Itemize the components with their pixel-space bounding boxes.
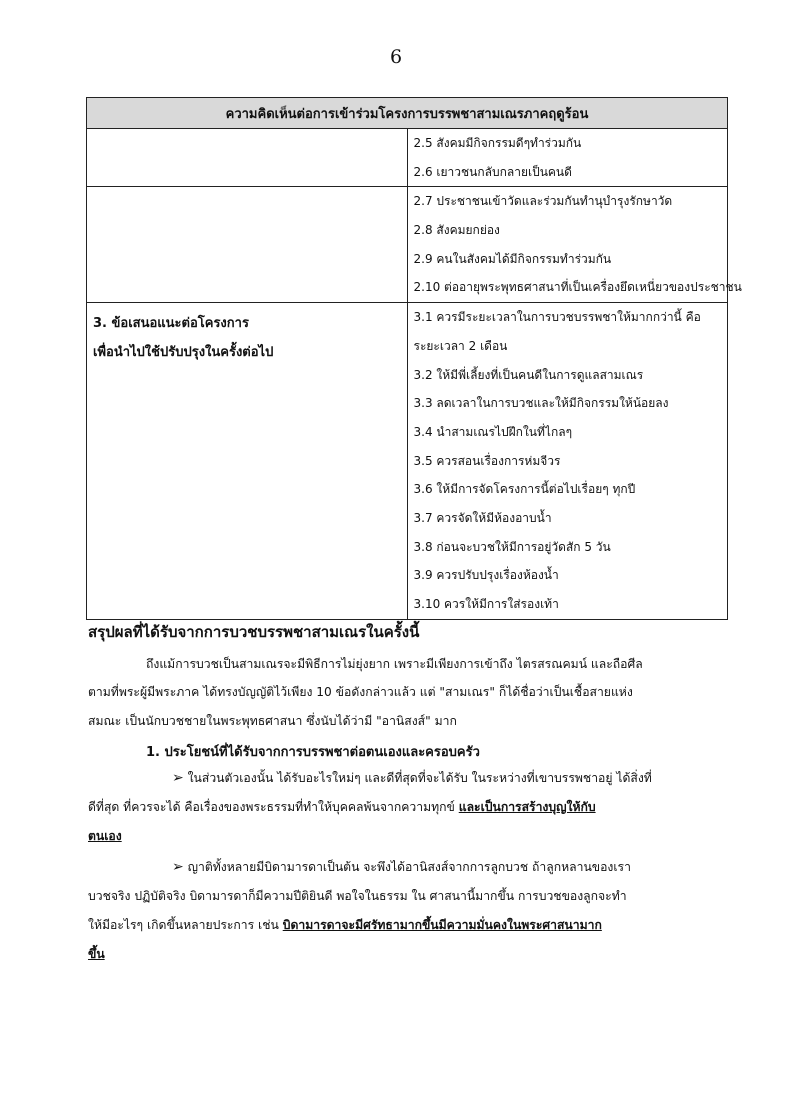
table-row [87,303,728,620]
table-header: ความคิดเห็นต่อการเข้าร่วมโครงการบรรพชาสามเณรภาคฤดูร้อน [87,98,728,129]
topic-line: 3. ข้อเสนอแนะต่อโครงการ [93,316,249,332]
intro-line: ถึงแม้การบวชเป็นสามเณรจะมีพิธีการไม่ยุ่งยาก เพราะมีเพียงการเข้าถึง ไตรสรณคมน์ และถือศีล [146,657,643,671]
intro-line: สมณะ เป็นนักบวชชายในพระพุทธศาสนา ซึ่งนับได้ว่ามี "อานิสงส์" มาก [88,714,457,728]
text-span: ให้มีอะไรๆ เกิดขึ้นหลายประการ เช่น [88,918,283,932]
list-item: 2.6 เยาวชนกลับกลายเป็นคนดี [413,164,572,179]
benefit-paragraph-1-line [88,798,596,817]
benefit-paragraph-2-line: บวชจริง ปฏิบัติจริง บิดามารดาก็มีความปีติยินดี พอใจในธรรม ใน ศาสนานี้มากขึ้น การบวชของลูกจะทำ [88,889,627,903]
arrow-bullet-icon: ➢ [172,859,184,875]
benefit-paragraph-2 [172,858,631,877]
table-cell-empty [87,129,408,187]
intro-line: ตามที่พระผู้มีพระภาค ได้ทรงบัญญัติไว้เพียง 10 ข้อดังกล่าวแล้ว แต่ "สามเณร" ก็ได้ชื่อว่าเป็นเชื้อสายแห่ง [88,685,633,699]
underlined-text: ขึ้น [88,947,105,961]
table-cell-topic [87,303,408,620]
text-span: ดีที่สุด ที่ควรจะได้ คือเรื่องของพระธรรมที่ทำให้บุคคลพ้นจากความทุกข์ [88,800,459,814]
benefit-paragraph-2-line [88,916,602,935]
list-item: ระยะเวลา 2 เดือน [413,338,508,353]
underlined-text: ตนเอง [88,829,122,843]
list-item: 2.9 คนในสังคมได้มีกิจกรรมทำร่วมกัน [413,251,612,266]
table-row [87,129,728,187]
underlined-text: และเป็นการสร้างบุญให้กับ [458,800,596,814]
benefit-paragraph-1-line [88,827,122,846]
list-item: 3.3 ลดเวลาในการบวชและให้มีกิจกรรมให้น้อยลง [413,396,669,411]
topic-line: เพื่อนำไปใช้ปรับปรุงในครั้งต่อไป [93,345,274,361]
benefit-heading: 1. ประโยชน์ที่ได้รับจากการบรรพชาต่อตนเองและครอบครัว [146,745,480,760]
page-number: 6 [389,46,403,68]
table-cell-items [407,303,728,620]
list-item: 3.8 ก่อนจะบวชให้มีการอยู่วัดสัก 5 วัน [413,539,611,554]
list-item: 2.8 สังคมยกย่อง [413,223,500,238]
list-item: 3.5 ควรสอนเรื่องการห่มจีวร [413,453,561,468]
table-cell-empty [87,187,408,303]
table-row [87,187,728,303]
list-item: 3.4 นำสามเณรไปฝึกในที่ไกลๆ [413,424,573,439]
list-item: 3.6 ให้มีการจัดโครงการนี้ต่อไปเรื่อยๆ ทุกปี [413,482,636,497]
summary-heading: สรุปผลที่ได้รับจากการบวชบรรพชาสามเณรในครั้งนี้ [88,623,420,641]
table-header-row [87,98,728,129]
benefit-paragraph-1 [172,769,652,788]
underlined-text: บิดามารดาจะมีศรัทธามากขึ้นมีความมั่นคงในพระศาสนามาก [282,918,602,932]
opinion-table [86,97,742,620]
table-cell-items [407,187,742,303]
table-cell-items [407,129,728,187]
text-span: ในส่วนตัวเองนั้น ได้รับอะไรใหม่ๆ และดีที่สุดที่จะได้รับ ในระหว่างที่เขาบรรพชาอยู่ ได้สิ่งที่ [187,771,652,785]
list-item: 2.10 ต่ออายุพระพุทธศาสนาที่เป็นเครื่องยึดเหนี่ยวของประชาชน [413,280,742,295]
arrow-bullet-icon: ➢ [172,770,184,786]
list-item: 2.5 สังคมมีกิจกรรมดีๆทำร่วมกัน [413,136,582,150]
list-item: 3.1 ควรมีระยะเวลาในการบวชบรรพชาให้มากกว่านี้ คือ [413,310,701,325]
list-item: 3.7 ควรจัดให้มีห้องอาบน้ำ [413,510,552,525]
list-item: 2.7 ประชาชนเข้าวัดและร่วมกันทำนุบำรุงรักษาวัด [413,194,673,209]
list-item: 3.2 ให้มีพี่เลี้ยงที่เป็นคนดีในการดูแลสามเณร [413,367,644,382]
text-span: ญาติทั้งหลายมีบิดามารดาเป็นต้น จะพึงได้อานิสงส์จากการลูกบวช ถ้าลูกหลานของเรา [187,860,631,874]
benefit-paragraph-2-line [88,945,105,964]
list-item: 3.10 ควรให้มีการใส่รองเท้า [413,597,559,611]
list-item: 3.9 ควรปรับปรุงเรื่องห้องน้ำ [413,568,559,583]
